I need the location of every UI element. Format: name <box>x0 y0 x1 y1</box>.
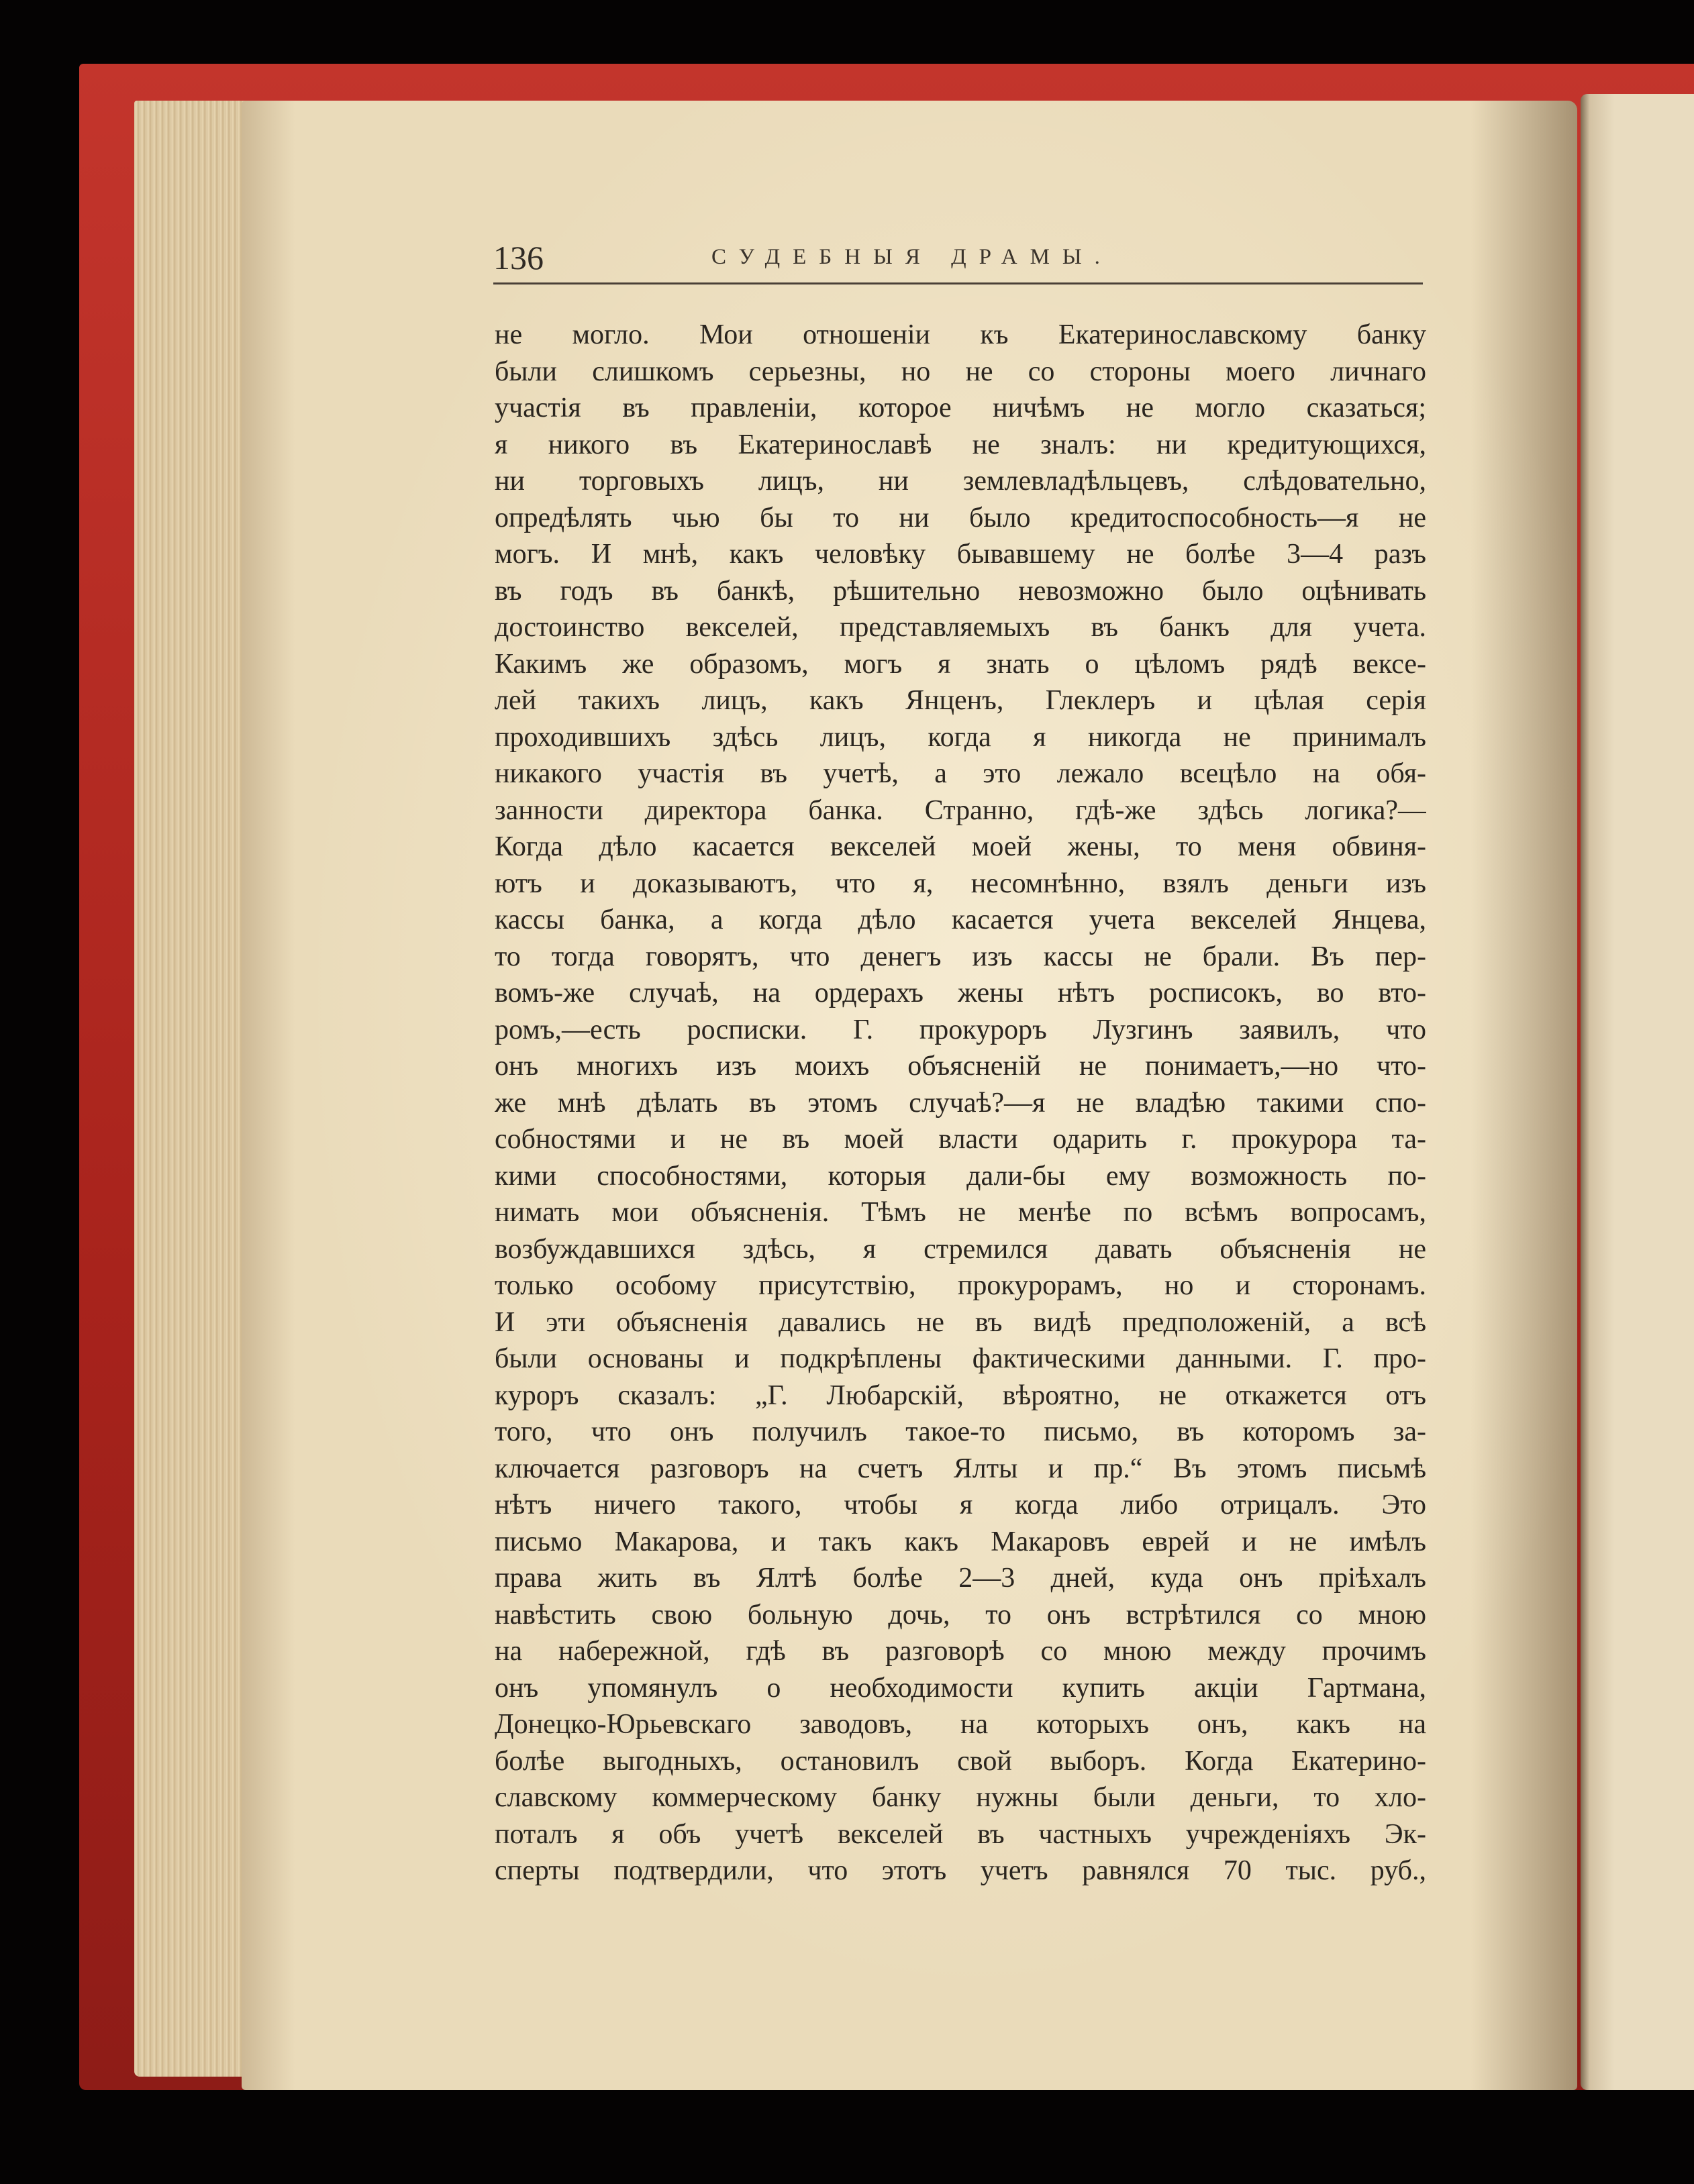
text-line: кассы банка, а когда дѣло касается учета векселей Янцева, <box>495 904 1426 935</box>
text-line: никакого участiя въ учетѣ, а это лежало всецѣло на обя- <box>495 758 1426 789</box>
text-line: письмо Макарова, и такъ какъ Макаровъ еврей и не имѣлъ <box>495 1526 1426 1557</box>
text-line: куроръ сказалъ: „Г. Любарскiй, вѣроятно, не откажется отъ <box>495 1380 1426 1411</box>
text-line: то тогда говорятъ, что денегъ изъ кассы не брали. Въ пер- <box>495 941 1426 972</box>
text-line: же мнѣ дѣлать въ этомъ случаѣ?—я не владѣю такими спо- <box>495 1087 1426 1119</box>
text-line: участiя въ правленiи, которое ничѣмъ не могло сказаться; <box>495 393 1426 423</box>
text-line: были основаны и подкрѣплены фактическими данными. Г. про- <box>495 1343 1426 1374</box>
text-line: онъ многихъ изъ моихъ объясненiй не понимаетъ,—но что- <box>495 1051 1426 1082</box>
text-line: ромъ,—есть росписки. Г. прокуроръ Лузгинъ заявилъ, что <box>495 1014 1426 1045</box>
text-line: ни торговыхъ лицъ, ни землевладѣльцевъ, слѣдовательно, <box>495 466 1426 497</box>
text-line: проходившихъ здѣсь лицъ, когда я никогда не принималъ <box>495 721 1426 753</box>
text-line: Какимъ же образомъ, могъ я знать о цѣломъ рядѣ вексе- <box>495 648 1426 680</box>
text-line: собностями и не въ моей власти одарить г. прокурора та- <box>495 1124 1426 1155</box>
text-line: занности директора банка. Странно, гдѣ-же здѣсь логика?— <box>495 794 1426 826</box>
text-line: И эти объясненiя давались не въ видѣ предположенiй, а всѣ <box>495 1306 1426 1338</box>
text-line: достоинство векселей, представляемыхъ въ банкъ для учета. <box>495 612 1426 643</box>
text-line: лей такихъ лицъ, какъ Янценъ, Глеклеръ и цѣлая серiя <box>495 685 1426 716</box>
text-line: кими способностями, которыя дали-бы ему возможность по- <box>495 1160 1426 1192</box>
body-text <box>495 317 1426 1889</box>
text-line: въ годъ въ банкѣ, рѣшительно невозможно было оцѣнивать <box>495 575 1426 607</box>
text-line: поталъ я объ учетѣ векселей въ частныхъ учрежденiяхъ Эк- <box>495 1818 1426 1850</box>
text-line: возбуждавшихся здѣсь, я стремился давать объясненiя не <box>495 1233 1426 1265</box>
page-number: 136 <box>493 239 544 276</box>
text-line: могъ. И мнѣ, какъ человѣку бывавшему не болѣе 3—4 разъ <box>495 539 1426 570</box>
text-line: болѣе выгодныхъ, остановилъ свой выборъ. Когда Екатерино- <box>495 1745 1426 1777</box>
text-line: сперты подтвердили, что этотъ учетъ равнялся 70 тыс. руб., <box>495 1855 1426 1886</box>
text-line: ютъ и доказываютъ, что я, несомнѣнно, взялъ деньги изъ <box>495 868 1426 899</box>
text-line: на набережной, гдѣ въ разговорѣ со мною между прочимъ <box>495 1636 1426 1667</box>
text-line: были слишкомъ серьезны, но не со стороны моего личнаго <box>495 356 1426 387</box>
text-line: только особому присутствiю, прокурорамъ, но и сторонамъ. <box>495 1270 1426 1301</box>
header-rule <box>493 282 1423 284</box>
text-line: опредѣлять чью бы то ни было кредитоспособность—я не <box>495 502 1426 533</box>
text-line: Донецко-Юрьевскаго заводовъ, на которыхъ онъ, какъ на <box>495 1709 1426 1740</box>
text-line: ключается разговоръ на счетъ Ялты и пр.“ Въ этомъ письмѣ <box>495 1453 1426 1484</box>
text-line: нимать мои объясненiя. Тѣмъ не менѣе по всѣмъ вопросамъ, <box>495 1197 1426 1228</box>
text-line: Когда дѣло касается векселей моей жены, то меня обвиня- <box>495 831 1426 862</box>
text-line: онъ упомянулъ о необходимости купить акцiи Гартмана, <box>495 1672 1426 1704</box>
text-line: я никого въ Екатеринославѣ не зналъ: ни кредитующихся, <box>495 429 1426 460</box>
text-line: навѣстить свою больную дочь, то онъ встрѣтился со мною <box>495 1599 1426 1630</box>
text-line: славскому коммерческому банку нужны были деньги, то хло- <box>495 1782 1426 1813</box>
text-line: вомъ-же случаѣ, на ордерахъ жены нѣтъ росписокъ, во вто- <box>495 978 1426 1008</box>
text-line: того, что онъ получилъ такое-то письмо, въ которомъ за- <box>495 1416 1426 1447</box>
facing-page-edge <box>1581 94 1694 2090</box>
text-line: не могло. Мои отношенiи къ Екатеринославскому банку <box>495 319 1426 350</box>
text-line: нѣтъ ничего такого, чтобы я когда либо отрицалъ. Это <box>495 1490 1426 1520</box>
running-title: СУДЕБНЫЯ ДРАМЫ. <box>711 245 1113 269</box>
text-line: права жить въ Ялтѣ болѣе 2—3 дней, куда онъ прiѣхалъ <box>495 1563 1426 1594</box>
page-header <box>493 238 1423 285</box>
